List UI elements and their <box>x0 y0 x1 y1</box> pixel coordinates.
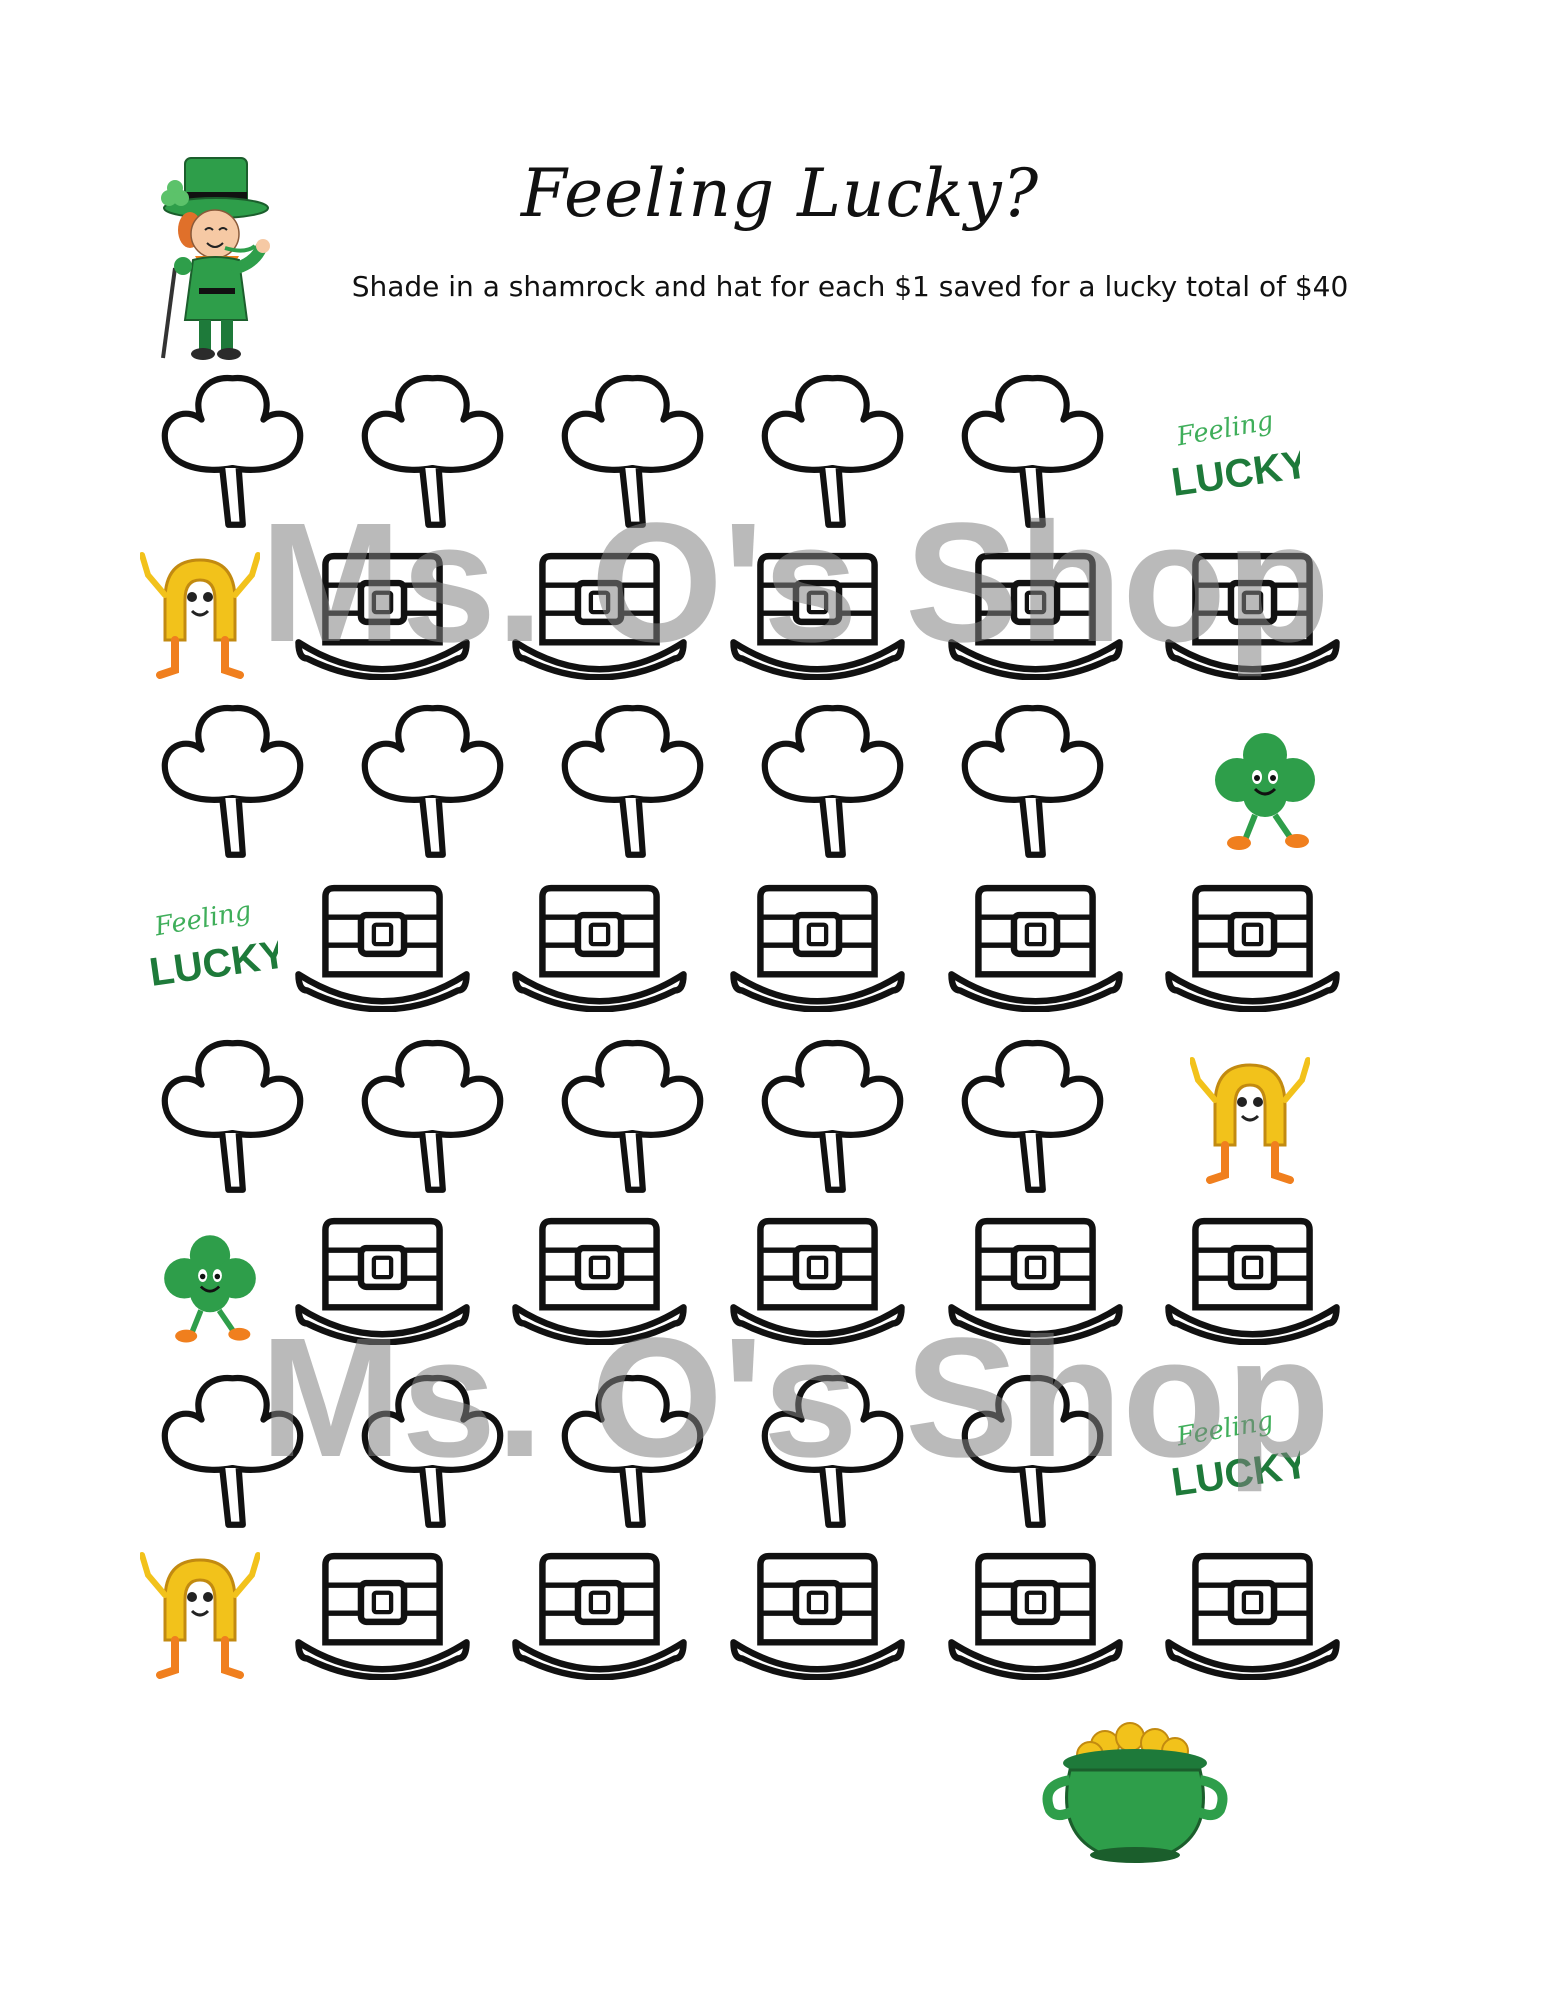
clover-character <box>155 1225 265 1350</box>
horseshoe-character <box>1190 1050 1310 1185</box>
hat-9[interactable] <box>948 872 1123 1012</box>
hat-7[interactable] <box>512 872 687 1012</box>
watermark-text: Ms. O's Shop <box>260 1303 1330 1493</box>
hat-2[interactable] <box>512 540 687 680</box>
hat-18[interactable] <box>730 1540 905 1680</box>
hat-17[interactable] <box>512 1540 687 1680</box>
shamrock-5[interactable] <box>950 370 1115 530</box>
shamrock-7[interactable] <box>350 700 515 860</box>
hat-1[interactable] <box>295 540 470 680</box>
hat-11[interactable] <box>295 1205 470 1345</box>
shamrock-8[interactable] <box>550 700 715 860</box>
shamrock-18[interactable] <box>550 1370 715 1530</box>
shamrock-6[interactable] <box>150 700 315 860</box>
leprechaun-illustration <box>145 148 305 368</box>
shamrock-16[interactable] <box>150 1370 315 1530</box>
hat-10[interactable] <box>1165 872 1340 1012</box>
shamrock-11[interactable] <box>150 1035 315 1195</box>
shamrock-9[interactable] <box>750 700 915 860</box>
hat-3[interactable] <box>730 540 905 680</box>
instructions-text: Shade in a shamrock and hat for each $1 saved for a lucky total of $40 <box>351 270 1349 303</box>
shamrock-20[interactable] <box>950 1370 1115 1530</box>
shamrock-17[interactable] <box>350 1370 515 1530</box>
hat-15[interactable] <box>1165 1205 1340 1345</box>
shamrock-10[interactable] <box>950 700 1115 860</box>
shamrock-4[interactable] <box>750 370 915 530</box>
feeling-lucky-sticker <box>148 900 278 995</box>
shamrock-14[interactable] <box>750 1035 915 1195</box>
hat-16[interactable] <box>295 1540 470 1680</box>
hat-4[interactable] <box>948 540 1123 680</box>
shamrock-3[interactable] <box>550 370 715 530</box>
watermark-text: Ms. O's Shop <box>260 488 1330 678</box>
hat-20[interactable] <box>1165 1540 1340 1680</box>
horseshoe-character <box>140 545 260 680</box>
shamrock-12[interactable] <box>350 1035 515 1195</box>
hat-19[interactable] <box>948 1540 1123 1680</box>
feeling-lucky-sticker <box>1170 1410 1300 1505</box>
hat-8[interactable] <box>730 872 905 1012</box>
clover-character <box>1205 725 1325 855</box>
shamrock-19[interactable] <box>750 1370 915 1530</box>
hat-5[interactable] <box>1165 540 1340 680</box>
hat-13[interactable] <box>730 1205 905 1345</box>
horseshoe-character <box>140 1545 260 1680</box>
hat-14[interactable] <box>948 1205 1123 1345</box>
page-title: Feeling Lucky? <box>520 155 1040 232</box>
shamrock-13[interactable] <box>550 1035 715 1195</box>
shamrock-2[interactable] <box>350 370 515 530</box>
pot-of-gold-illustration <box>1035 1715 1235 1865</box>
shamrock-1[interactable] <box>150 370 315 530</box>
hat-6[interactable] <box>295 872 470 1012</box>
hat-12[interactable] <box>512 1205 687 1345</box>
shamrock-15[interactable] <box>950 1035 1115 1195</box>
feeling-lucky-sticker <box>1170 410 1300 505</box>
